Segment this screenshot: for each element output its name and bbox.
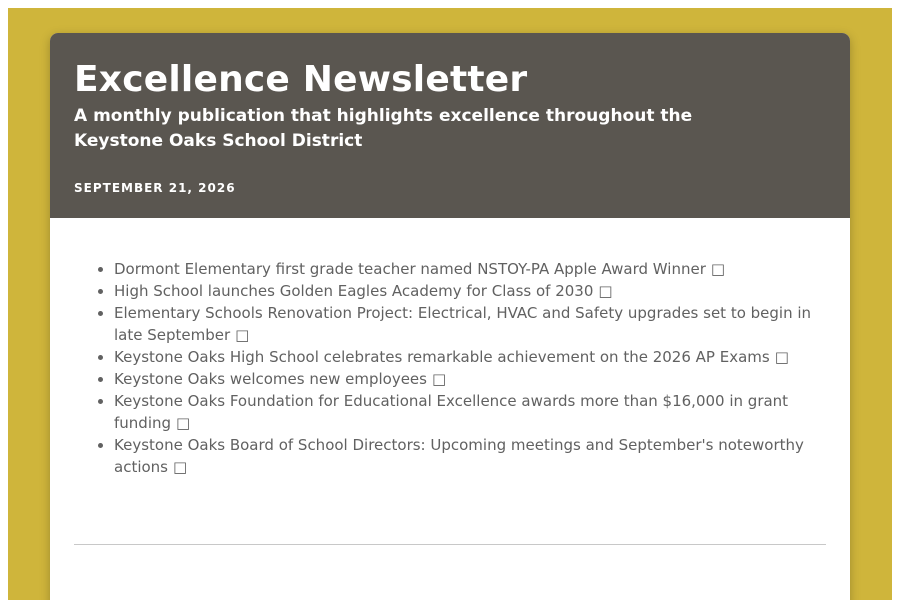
news-item-text[interactable]: Keystone Oaks High School celebrates remarkable achievement on the 2026 AP Exams [114, 348, 770, 366]
external-link-icon[interactable]: □ [710, 260, 726, 278]
news-item-text[interactable]: Dormont Elementary first grade teacher named NSTOY-PA Apple Award Winner [114, 260, 706, 278]
news-item-text[interactable]: Keystone Oaks Board of School Directors: Upcoming meetings and September's noteworthy actions [114, 436, 804, 476]
external-link-icon[interactable]: □ [173, 458, 188, 476]
news-item[interactable] [114, 346, 826, 368]
news-item[interactable] [114, 390, 826, 434]
news-item[interactable] [114, 434, 826, 478]
newsletter-header [50, 33, 850, 218]
news-item[interactable] [114, 368, 826, 390]
news-list [74, 258, 826, 478]
news-item-text[interactable]: Keystone Oaks Foundation for Educational Excellence awards more than $16,000 in grant funding [114, 392, 789, 432]
news-item[interactable] [114, 302, 826, 346]
news-item-text[interactable]: Elementary Schools Renovation Project: Electrical, HVAC and Safety upgrades set to begin in late September [114, 304, 812, 344]
page-frame [8, 8, 892, 600]
newsletter-subtitle: A monthly publication that highlights excellence throughout the Keystone Oaks School District [74, 106, 693, 151]
news-item-text[interactable]: High School launches Golden Eagles Academy for Class of 2030 [114, 282, 594, 300]
news-item-text[interactable]: Keystone Oaks welcomes new employees [114, 370, 427, 388]
section-divider [74, 544, 826, 545]
external-link-icon[interactable]: □ [774, 348, 789, 366]
external-link-icon[interactable]: □ [235, 326, 250, 344]
external-link-icon[interactable]: □ [431, 370, 447, 388]
external-link-icon[interactable]: □ [598, 282, 613, 300]
newsletter-title: Excellence Newsletter [74, 59, 528, 100]
newsletter-card [50, 33, 850, 600]
newsletter-date: SEPTEMBER 21, 2026 [74, 181, 236, 195]
external-link-icon[interactable]: □ [176, 414, 191, 432]
news-item[interactable] [114, 280, 826, 302]
news-item[interactable] [114, 258, 826, 280]
newsletter-content [50, 218, 850, 545]
